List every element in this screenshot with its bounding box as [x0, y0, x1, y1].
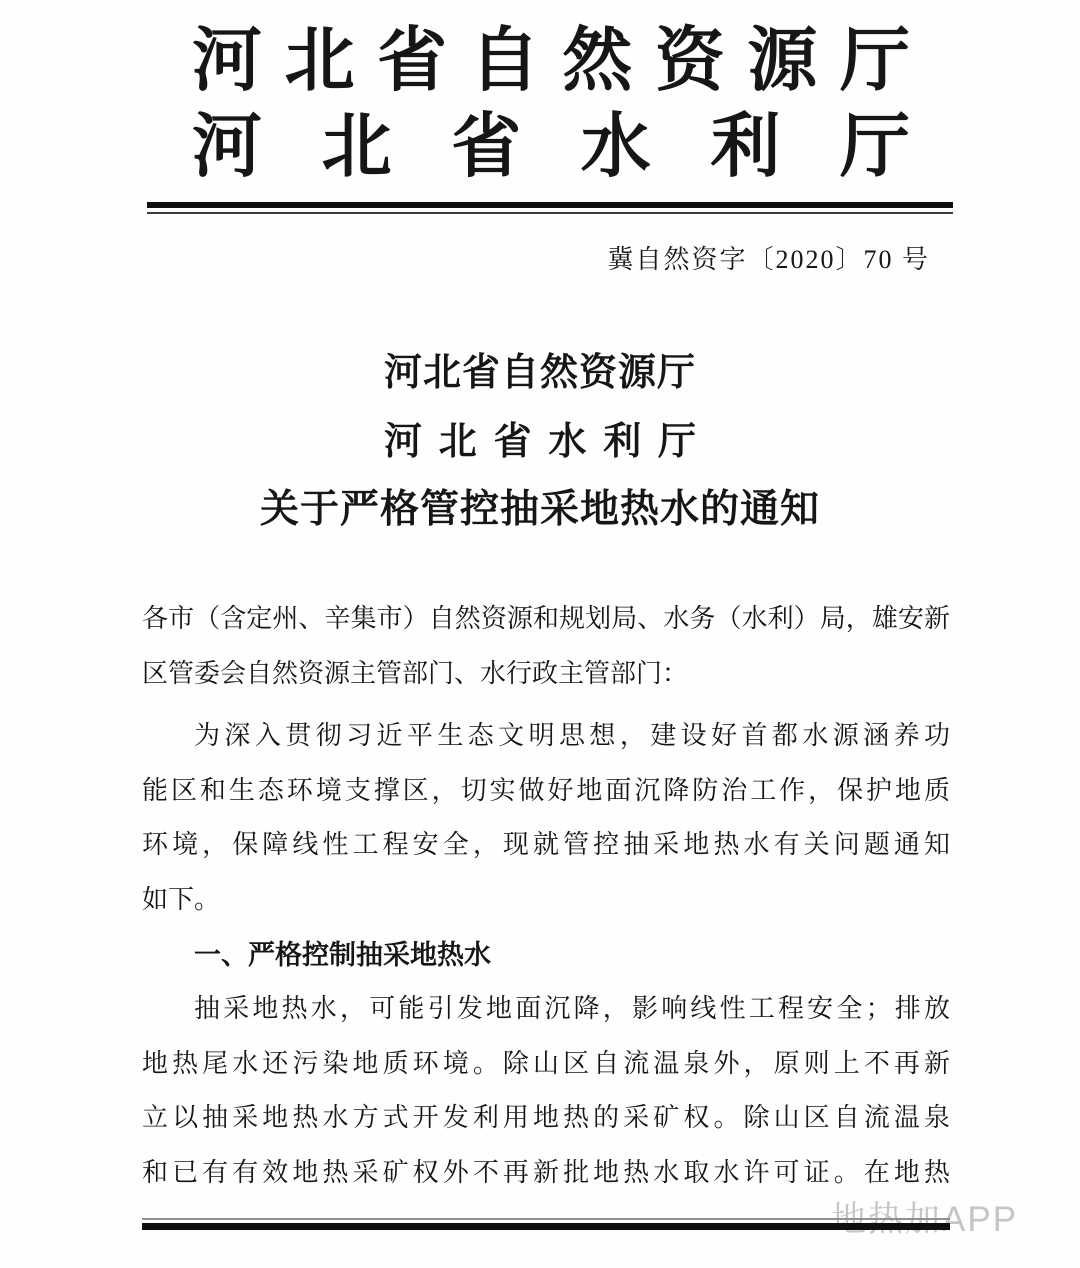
char: 河 — [192, 23, 262, 100]
char: 水 — [580, 109, 651, 186]
char: 利 — [603, 421, 642, 463]
body-line: 能区和生态环境支撑区，切实做好地面沉降防治工作，保护地质 — [142, 775, 950, 805]
body-line: 和已有有效地热采矿权外不再新批地热水取水许可证。在地热 — [142, 1157, 950, 1187]
body-line: 为深入贯彻习近平生态文明思想，建设好首都水源涵养功 — [194, 721, 950, 751]
header-divider — [147, 202, 953, 214]
char: 源 — [747, 23, 818, 100]
char: 水 — [548, 421, 587, 463]
letterhead — [192, 22, 910, 188]
watermark: 地热加APP — [831, 1200, 1019, 1239]
char: 利 — [710, 109, 781, 186]
char: 省 — [493, 421, 532, 463]
char: 厅 — [839, 109, 910, 186]
document-number: 冀自然资字〔2020〕70 号 — [607, 245, 930, 274]
title-line-2 — [384, 420, 696, 464]
char: 厅 — [839, 23, 910, 100]
char: 厅 — [657, 421, 696, 463]
char: 省 — [377, 23, 448, 100]
body-line: 立以抽采地热水方式开发利用地热的采矿权。除山区自流温泉 — [142, 1103, 950, 1133]
char: 资 — [654, 23, 725, 100]
body-line: 抽采地热水，可能引发地面沉降，影响线性工程安全；排放 — [194, 994, 950, 1024]
section-heading: 一、严格控制抽采地热水 — [194, 939, 491, 970]
char: 北 — [284, 23, 355, 100]
document-title-block — [0, 351, 1080, 533]
char: 北 — [438, 421, 477, 463]
char: 河 — [192, 109, 262, 186]
footer-divider — [142, 1218, 950, 1230]
body-line: 地热尾水还污染地质环境。除山区自流温泉外，原则上不再新 — [142, 1048, 950, 1078]
char: 河 — [384, 421, 423, 463]
char: 自 — [469, 23, 540, 100]
document-body — [142, 592, 950, 1201]
letterhead-line-2 — [192, 108, 910, 188]
letterhead-line-1 — [192, 22, 910, 102]
body-line: 环境，保障线性工程安全，现就管控抽采地热水有关问题通知 — [142, 830, 950, 860]
body-line: 各市（含定州、辛集市）自然资源和规划局、水务（水利）局，雄安新 — [142, 604, 950, 633]
title-line-1: 河北省自然资源厅 — [383, 352, 696, 394]
char: 省 — [451, 109, 522, 186]
char: 然 — [562, 23, 633, 100]
title-line-3: 关于严格管控抽采地热水的通知 — [259, 488, 820, 531]
body-line: 区管委会自然资源主管部门、水行政主管部门： — [142, 658, 689, 688]
char: 北 — [321, 109, 392, 186]
body-line: 如下。 — [142, 884, 221, 914]
